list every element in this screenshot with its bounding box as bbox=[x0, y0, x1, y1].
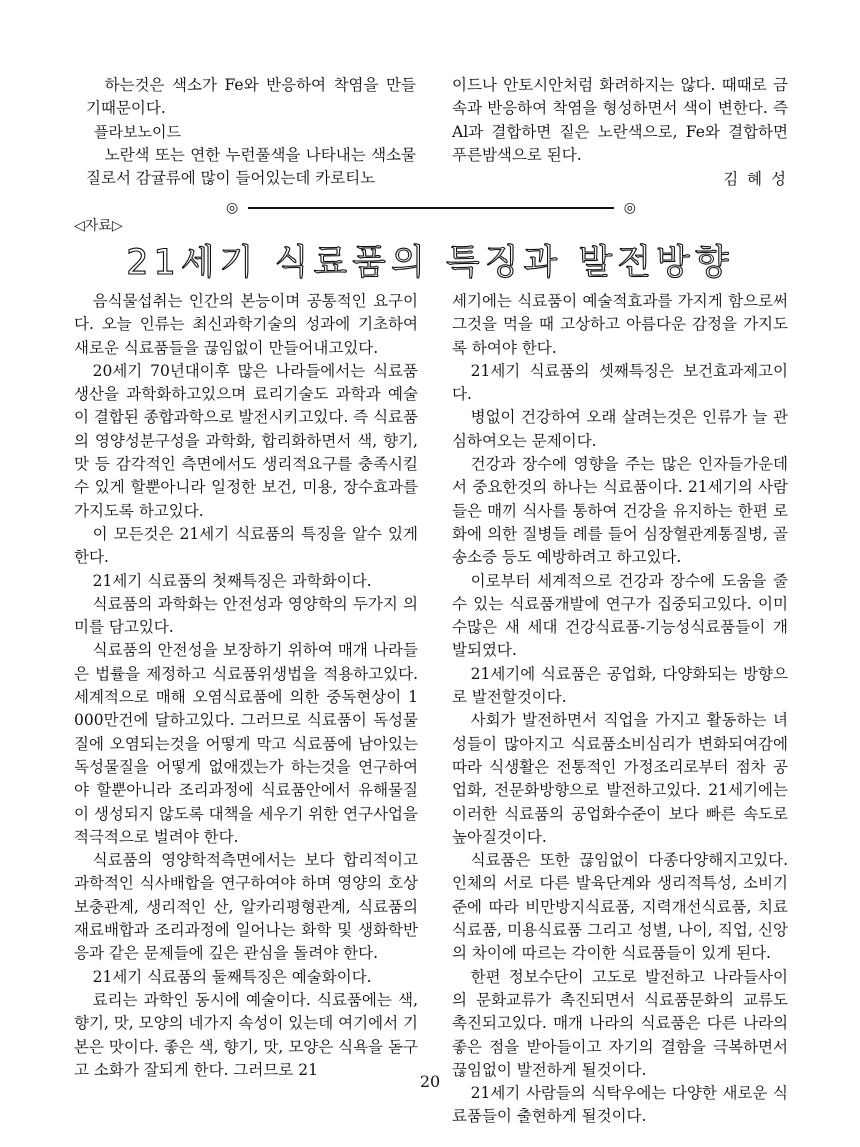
flavonoid-subheading: 플라보노이드 bbox=[94, 122, 181, 141]
paragraph: 20세기 70년대이후 많은 나라들에서는 식료품생산을 과학화하고있으며 료리기술도 과학과 예술이 결합된 종합과학으로 발전시키고있다. 즉 식료품의 영양성분구성을 과학화, 합리화하면서 색, 향기, 맛 등 감각적인 측면에서도 생리적요구를 충족시킬수 있게 할뿐아니라 일정한 보건, 미용, 장수효과를 가지도록 하고있다. bbox=[74, 361, 418, 520]
author-name: 김 혜 성 bbox=[723, 170, 788, 188]
continued-paragraph: 하는것은 색소가 Fe와 반응하여 착염을 만들기때문이다. bbox=[86, 76, 416, 118]
section-label: ◁자료▷ bbox=[74, 218, 123, 234]
continued-paragraph-right: 이드나 안토시안처럼 화려하지는 않다. 때때로 금속과 반응하여 착염을 형성하면서 색이 변한다. 즉 Al과 결합하면 짙은 노란색으로, Fe와 결합하면 푸른밤색으로 된다. bbox=[452, 76, 788, 164]
paragraph: 21세기에 식료품은 공업화, 다양화되는 방향으로 발전할것이다. bbox=[452, 664, 788, 707]
paragraph: 21세기 식료품의 첫째특징은 과학화이다. bbox=[92, 571, 372, 590]
paragraph: 한편 정보수단이 고도로 발전하고 나라들사이의 문화교류가 촉진되면서 식료품문화의 교류도 촉진되고있다. 매개 나라의 식료품은 다른 나라의 좋은 점을 받아들이고 자기의 결함을 극복하면서 끊임없이 발전하게 될것이다. bbox=[452, 967, 788, 1079]
paragraph: 건강과 장수에 영향을 주는 많은 인자들가운데서 중요한것의 하나는 식료품이다. 21세기의 사람들은 매끼 식사를 통하여 건강을 유지하는 한편 로화에 의한 질병들 례를 들어 심장혈관계통질병, 골송소증 등도 예방하려고 하고있다. bbox=[452, 455, 788, 567]
paragraph: 21세기 식료품의 둘째특징은 예술화이다. bbox=[92, 967, 372, 986]
paragraph: 료리는 과학인 동시에 예술이다. 식료품에는 색, 향기, 맛, 모양의 네가지 속성이 있는데 여기에서 기본은 맛이다. 좋은 색, 향기, 맛, 모양은 식욕을 돋구고 소화가 잘되게 한다. 그러므로 21 bbox=[74, 990, 418, 1079]
page-number: 20 bbox=[419, 1072, 441, 1091]
paragraph: 음식물섭취는 인간의 본능이며 공통적인 요구이다. 오늘 인류는 최신과학기술의 성과에 기초하여 새로운 식료품들을 끊임없이 만들어내고있다. bbox=[74, 292, 418, 357]
top-right-column bbox=[452, 74, 788, 167]
paragraph: 식료품의 과학화는 안전성과 영양학의 두가지 의미를 담고있다. bbox=[74, 594, 418, 637]
article-title: 21세기 식료품의 특징과 발전방향 bbox=[126, 243, 734, 283]
circle-ornament-icon: ◎ bbox=[226, 200, 239, 216]
circle-ornament-icon: ◎ bbox=[623, 200, 636, 216]
flavonoid-paragraph: 노란색 또는 연한 누런풀색을 나타내는 색소물질로서 감귤류에 많이 들어있는데 카로티노 bbox=[86, 145, 416, 188]
paragraph: 사회가 발전하면서 직업을 가지고 활동하는 녀성들이 많아지고 식료품소비심리가 변화되여감에 따라 식생활은 전통적인 가정조리로부터 점차 공업화, 전문화방향으로 발전하고있다. 21세기에는 이러한 식료품의 공업화수준이 보다 빠른 속도로 높아질것이다. bbox=[452, 711, 788, 846]
paragraph: 세기에는 식료품이 예술적효과를 가지게 함으로써 그것을 먹을 때 고상하고 아름다운 감정을 가지도록 하여야 한다. bbox=[452, 292, 788, 357]
paragraph: 식료품의 영양학적측면에서는 보다 합리적이고 과학적인 식사배합을 연구하여야 하며 영양의 호상보충관계, 생리적인 산, 알카리평형관계, 식료품의 재료배합과 조리과정에 일어나는 화학 및 생화학반응과 같은 문제들에 깊은 관심을 돌려야 한다. bbox=[74, 851, 418, 963]
article-left-column bbox=[74, 290, 418, 1082]
paragraph: 21세기 사람들의 식탁우에는 다양한 새로운 식료품들이 출현하게 될것이다. bbox=[452, 1084, 788, 1126]
paragraph: 이 모든것은 21세기 식료품의 특징을 알수 있게 한다. bbox=[74, 524, 418, 567]
article-right-column bbox=[452, 290, 788, 1129]
paragraph: 식료품의 안전성을 보장하기 위하여 매개 나라들은 법률을 제정하고 식료품위생법을 적용하고있다. 세계적으로 매해 오염식료품에 의한 중독현상이 1 000만건에 달하고있다. 그러므로 식료품이 독성물질에 오염되는것을 어떻게 막고 식료품에 남아있는 독성물질을 어떻게 없애겠는가 하는것을 연구하여야 할뿐아니라 조리과정에 식료품안에서 유해물질이 생성되지 않도록 대책을 세우기 위한 연구사업을 적극적으로 벌려야 한다. bbox=[74, 641, 418, 846]
section-divider bbox=[226, 198, 636, 218]
paragraph: 21세기 식료품의 셋째특징은 보건효과제고이다. bbox=[452, 361, 788, 404]
top-left-column bbox=[86, 74, 416, 190]
paragraph: 병없이 건강하여 오래 살려는것은 인류가 늘 관심하여오는 문제이다. bbox=[452, 408, 788, 450]
divider-line bbox=[248, 207, 614, 209]
paragraph: 이로부터 세계적으로 건강과 장수에 도움을 줄수 있는 식료품개발에 연구가 집중되고있다. 이미 수많은 새 세대 건강식료품-기능성식료품들이 개발되였다. bbox=[452, 571, 788, 660]
paragraph: 식료품은 또한 끊임없이 다종다양해지고있다. 인체의 서로 다른 발육단계와 생리적특성, 소비기준에 따라 비만방지식료품, 지력개선식료품, 치료식료품, 미용식료품 그리고 성별, 나이, 직업, 신앙의 차이에 따르는 각이한 식료품들이 있게 된다. bbox=[452, 851, 788, 963]
